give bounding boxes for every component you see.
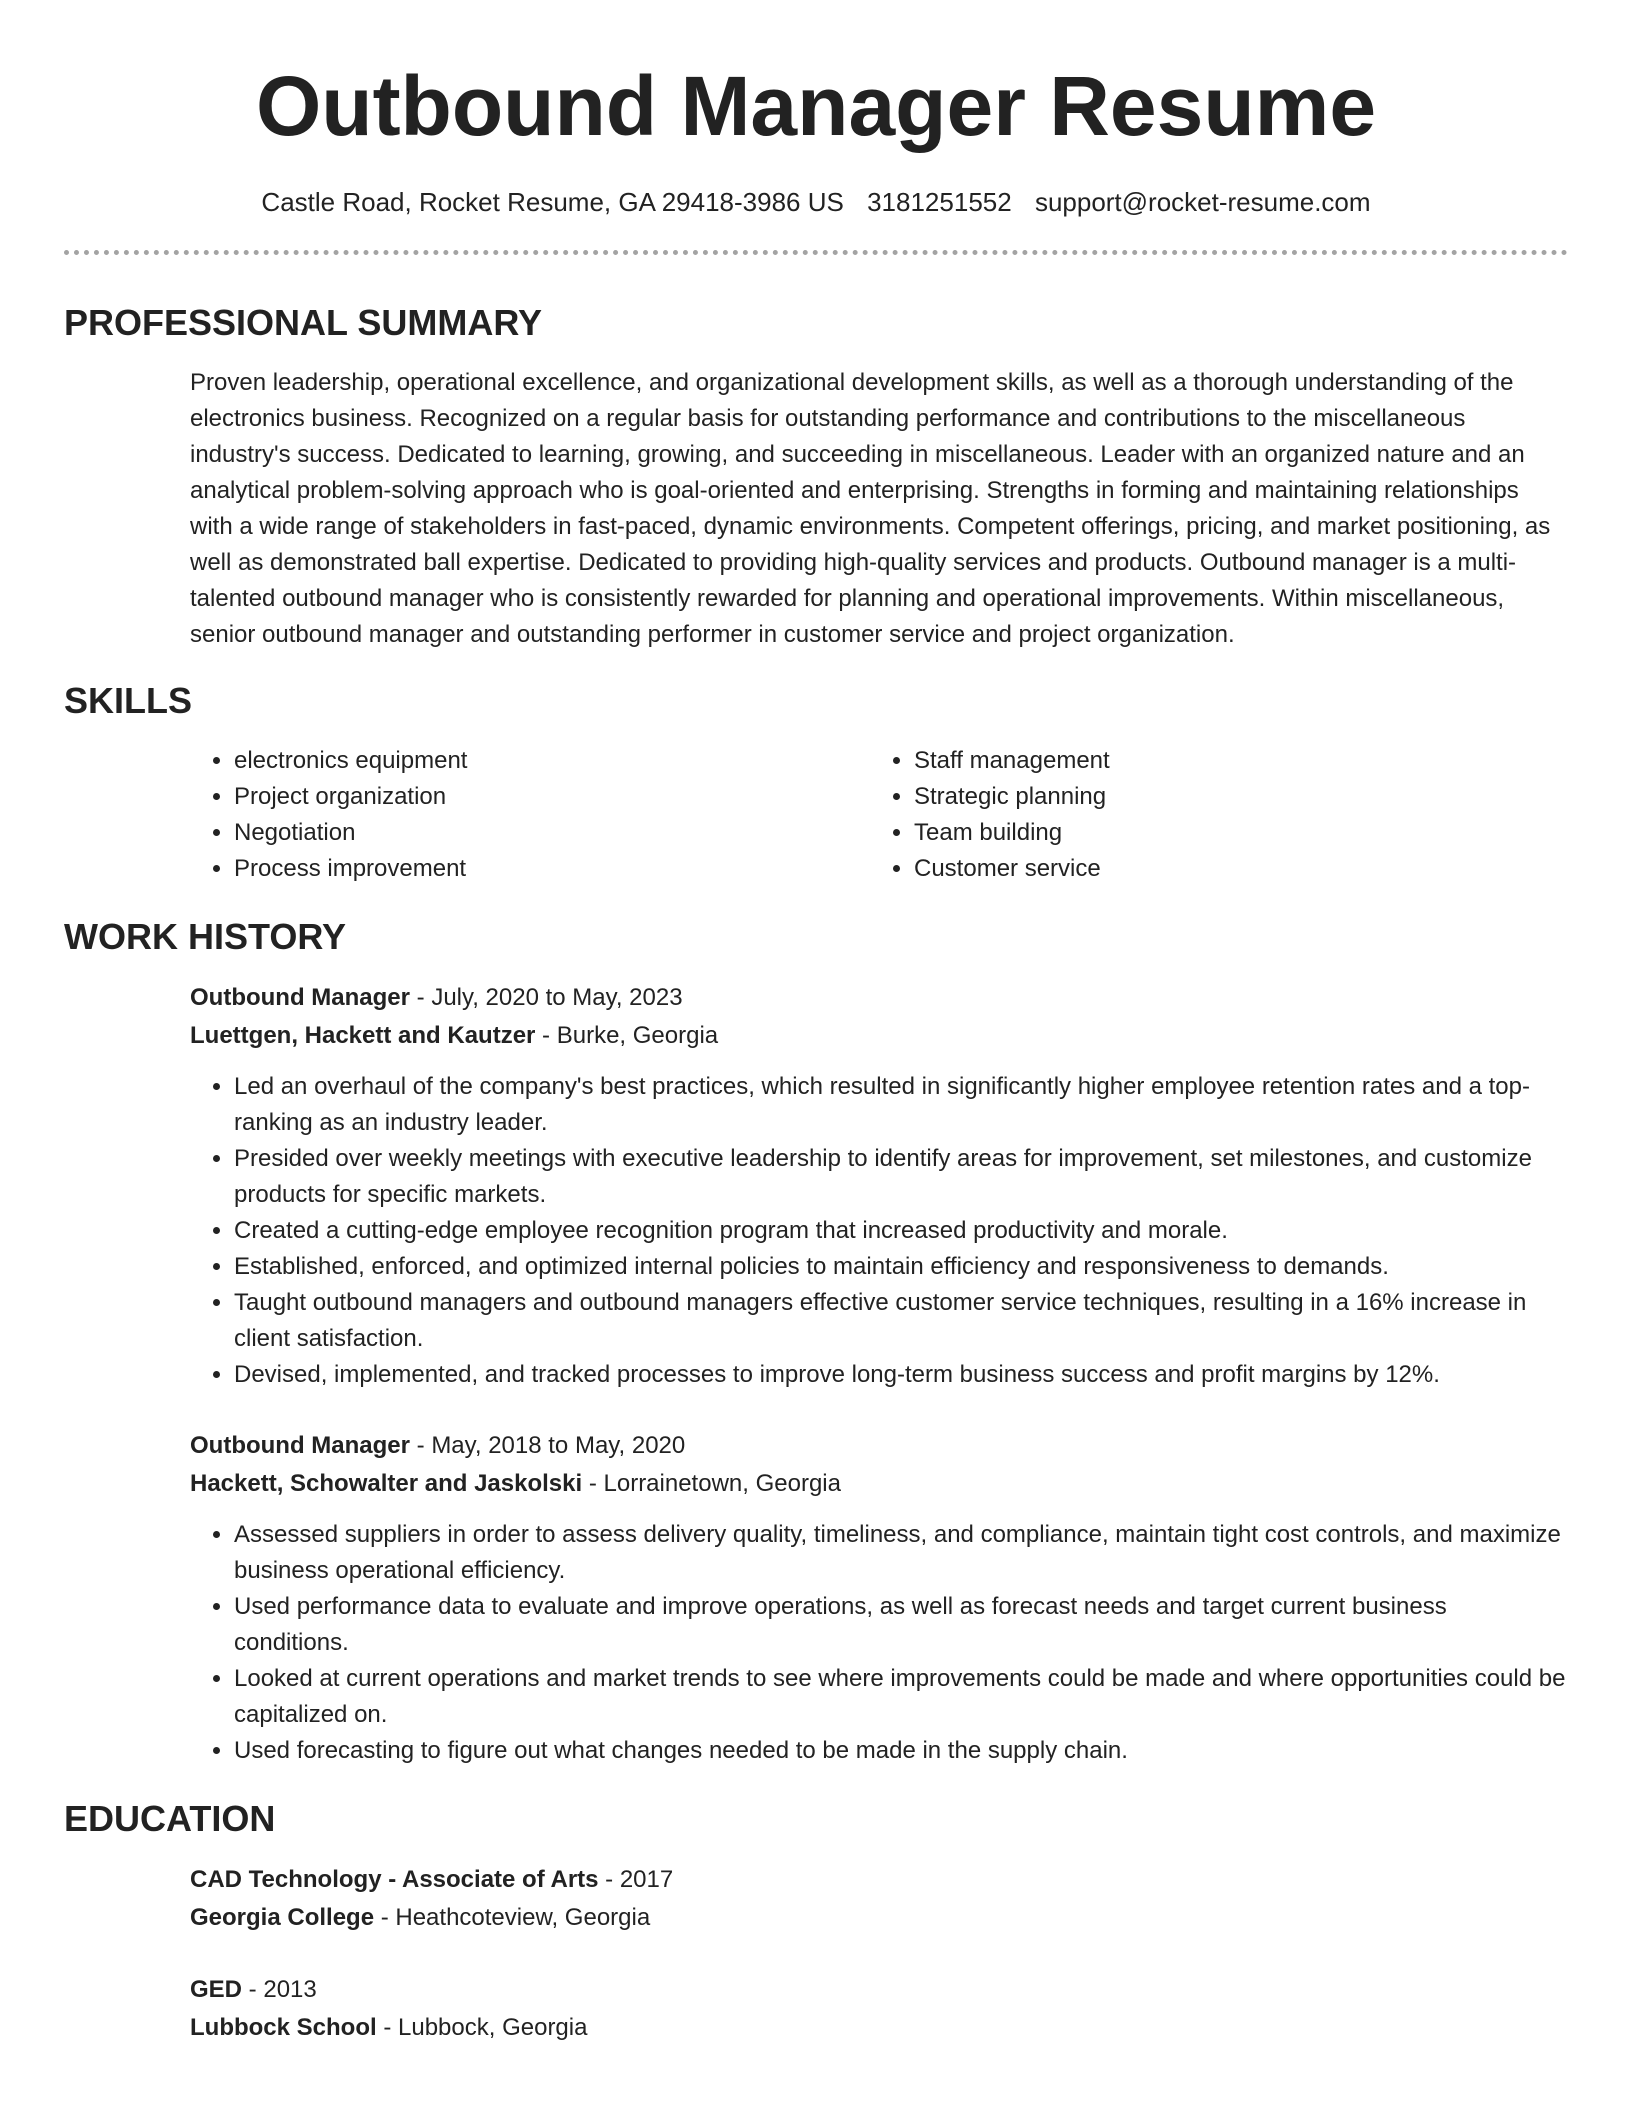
responsibility-item: • Assessed suppliers in order to assess delivery quality, timeliness, and compliance, maintain tight cost controls, and maximize business operational efficiency. [234, 1517, 1568, 1589]
job-position-line [190, 979, 1568, 1017]
job-location: - Lorrainetown, Georgia [582, 1470, 841, 1497]
education-year: - 2013 [242, 1976, 317, 2003]
education-degree-line [190, 1861, 1568, 1899]
skill-item: • Team building [914, 815, 1550, 851]
job-position: Outbound Manager [190, 984, 410, 1011]
job-company: Luettgen, Hackett and Kautzer [190, 1022, 536, 1049]
contact-address: Castle Road, Rocket Resume, GA 29418-3986 US [261, 187, 844, 217]
education-location: - Lubbock, Georgia [376, 2014, 588, 2041]
contact-phone: 3181251552 [867, 187, 1012, 217]
education-school-line [190, 1899, 1568, 1937]
section-title-work-history: WORK HISTORY [64, 916, 347, 957]
skills-column-right [870, 743, 1550, 887]
section-title-summary: PROFESSIONAL SUMMARY [64, 302, 543, 343]
skill-item: • Process improvement [234, 851, 870, 887]
header-divider [64, 250, 1568, 255]
job-entry [190, 979, 1568, 1393]
job-position-line [190, 1427, 1568, 1465]
job-company-line [190, 1017, 1568, 1055]
skill-item: • Strategic planning [914, 779, 1550, 815]
education-location: - Heathcoteview, Georgia [374, 1904, 651, 1931]
skills-column-left [190, 743, 870, 887]
responsibility-item: • Established, enforced, and optimized internal policies to maintain efficiency and responsiveness to demands. [234, 1249, 1568, 1285]
responsibility-item: • Used performance data to evaluate and improve operations, as well as forecast needs and target current business conditions. [234, 1589, 1568, 1661]
job-position: Outbound Manager [190, 1432, 410, 1459]
skill-item: • Staff management [914, 743, 1550, 779]
contact-line [64, 184, 1568, 220]
skill-item: • Project organization [234, 779, 870, 815]
responsibility-item: • Looked at current operations and market trends to see where improvements could be made and where opportunities could be capitalized on. [234, 1661, 1568, 1733]
responsibility-item: • Led an overhaul of the company's best practices, which resulted in significantly higher employee retention rates and a top-ranking as an industry leader. [234, 1069, 1568, 1141]
job-responsibilities [190, 1517, 1568, 1769]
job-company: Hackett, Schowalter and Jaskolski [190, 1470, 583, 1497]
education-school: Lubbock School [190, 2014, 377, 2041]
responsibility-item: • Used forecasting to figure out what changes needed to be made in the supply chain. [234, 1733, 1568, 1769]
section-title-skills: SKILLS [64, 680, 193, 721]
responsibility-item: • Created a cutting-edge employee recognition program that increased productivity and morale. [234, 1213, 1568, 1249]
job-dates: - May, 2018 to May, 2020 [409, 1432, 686, 1459]
summary-text: Proven leadership, operational excellence, and organizational development skills, as well as a thorough understanding of the electronics business. Recognized on a regular basis for outstanding performance and contributions to the miscellaneous industry's success. Dedicated to learning, growing, and succeeding in miscellaneous. Leader with an organized nature and an analytical problem-solving approach who is goal-oriented and enterprising. Strengths in forming and maintaining relationships with a wide range of stakeholders in fast-paced, dynamic environments. Competent offerings, pricing, and market positioning, as well as demonstrated ball expertise. Dedicated to providing high-quality services and products. Outbound manager is a multi-talented outbound manager who is consistently rewarded for planning and operational improvements. Within miscellaneous, senior outbound manager and outstanding performer in customer service and project organization. [190, 369, 1551, 648]
education-degree: GED [190, 1976, 243, 2003]
job-dates: - July, 2020 to May, 2023 [409, 984, 683, 1011]
job-entry [190, 1427, 1568, 1769]
skills-list [190, 743, 1568, 887]
job-responsibilities [190, 1069, 1568, 1393]
responsibility-item: • Taught outbound managers and outbound managers effective customer service techniques, resulting in a 16% increase in client satisfaction. [234, 1285, 1568, 1357]
job-location: - Burke, Georgia [535, 1022, 719, 1049]
contact-email: support@rocket-resume.com [1034, 187, 1371, 217]
job-company-line [190, 1465, 1568, 1503]
skill-item: • electronics equipment [234, 743, 870, 779]
education-degree-line [190, 1971, 1568, 2009]
section-title-education: EDUCATION [64, 1798, 276, 1839]
resume-title: Outbound Manager Resume [255, 59, 1377, 153]
education-school-line [190, 2009, 1568, 2047]
responsibility-item: • Devised, implemented, and tracked processes to improve long-term business success and profit margins by 12%. [234, 1357, 1568, 1393]
skill-item: • Negotiation [234, 815, 870, 851]
education-degree: CAD Technology - Associate of Arts [190, 1866, 599, 1893]
education-entry [190, 1861, 1568, 1937]
responsibility-item: • Presided over weekly meetings with executive leadership to identify areas for improvement, set milestones, and customize products for specific markets. [234, 1141, 1568, 1213]
education-entry [190, 1971, 1568, 2047]
education-school: Georgia College [190, 1904, 375, 1931]
education-year: - 2017 [598, 1866, 674, 1893]
skill-item: • Customer service [914, 851, 1550, 887]
